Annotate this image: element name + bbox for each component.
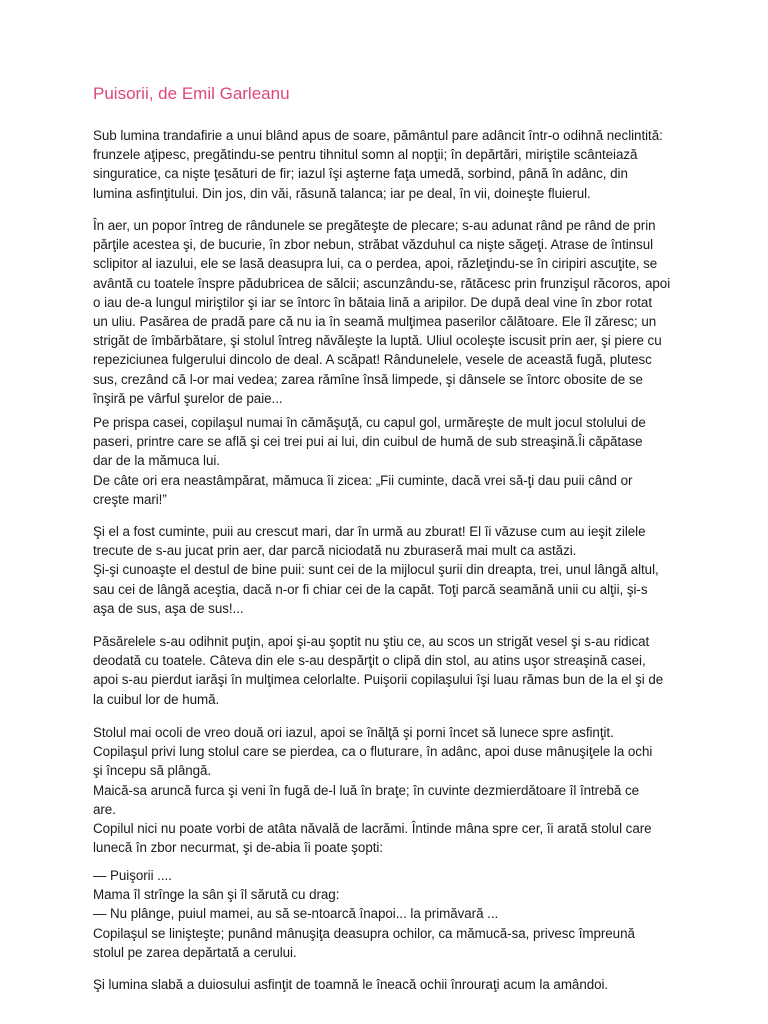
text-line: stolul pe zarea depărtată a cerului. bbox=[93, 944, 297, 960]
text-line: Şi lumina slabă a duiosului asfinţit de toamnă le îneacă ochii înrouraţi acum la amândoi. bbox=[93, 977, 609, 992]
paragraph-4 bbox=[93, 522, 683, 618]
text-line: avântă cu toatele înspre pădubricea de sălcii; ascunzându-se, rătăcesc prin frunzişul răcoros, apoi bbox=[93, 275, 671, 291]
text-line: trecute de s-au jucat prin aer, dar parcă niciodată nu zburaseră mai mult ca astăzi. bbox=[93, 543, 577, 559]
text-line: părţile acestea şi, de bucurie, în zbor nebun, străbat văzduhul ca nişte săgeţi. Atrase de întinsul bbox=[93, 237, 654, 253]
text-line: repeziciunea fulgerului dincolo de deal. A scăpat! Rândunelele, vesele de această fugă, plutesc bbox=[93, 352, 652, 368]
paragraph-7 bbox=[93, 866, 683, 962]
text-line: o iau de-a lungul miriştilor şi iar se întorc în bătaia lină a aripilor. De după deal vine în zbor rotat bbox=[93, 294, 652, 310]
text-line: dar de la mămuca lui. bbox=[93, 453, 220, 469]
paragraph-8 bbox=[93, 975, 683, 994]
text-line: Şi-şi cunoaşte el destul de bine puii: sunt cei de la mijlocul şurii din dreapta, trei, unul lângă altul, bbox=[93, 562, 659, 578]
paragraph-6 bbox=[93, 723, 683, 857]
paragraph-1 bbox=[93, 126, 683, 203]
paragraph-5 bbox=[93, 632, 683, 709]
text-line: În aer, un popor întreg de rândunele se pregăteşte de plecare; s-au adunat rând pe rând de prin bbox=[93, 218, 656, 233]
text-line: creşte mari!” bbox=[93, 491, 167, 507]
text-line: Şi el a fost cuminte, puii au crescut mari, dar în urmă au zburat! El îi văzuse cum au ieşit zilele bbox=[93, 524, 646, 539]
text-line: lumina asfinţitului. Din jos, din văi, răsună talanca; iar pe deal, în vii, doineşte fluierul. bbox=[93, 185, 591, 201]
text-line: Copilaşul se linişteşte; punând mânuşiţa deasupra ochilor, ca mămucă-sa, privesc împreună bbox=[93, 925, 635, 941]
text-line: sau cei de lângă aceştia, dacă n-or fi chiar cei de la capăt. Toţi parcă seamănă unii cu alţii, şi-s bbox=[93, 581, 648, 597]
text-line: Mama îl strînge la sân şi îl sărută cu drag: bbox=[93, 887, 340, 903]
text-line: strigăt de îmbărbătare, şi stolul întreg năvăleşte la luptă. Uliul ocoleşte iscusit prin aer, şi piere cu bbox=[93, 333, 662, 349]
page-title: Puisorii, de Emil Garleanu bbox=[93, 84, 290, 103]
text-line: paseri, printre care se află şi cei trei pui ai lui, din cuibul de humă de sub streaşină.Îi căpătase bbox=[93, 434, 643, 450]
text-line: Sub lumina trandafirie a unui blând apus de soare, pământul pare adâncit într-o odihnă neclintită: bbox=[93, 128, 663, 143]
paragraph-3 bbox=[93, 413, 683, 509]
text-line: la cuibul lor de humă. bbox=[93, 691, 220, 707]
text-line: — Puişorii .... bbox=[93, 868, 172, 883]
text-line: Copilul nici nu poate vorbi de atâta năvală de lacrămi. Întinde mâna spre cer, îi arată stolul care bbox=[93, 821, 652, 837]
text-line: aşa de sus, aşa de sus!... bbox=[93, 600, 244, 616]
text-line: are. bbox=[93, 801, 116, 817]
text-line: sclipitor al iazului, ele se lasă deasupra lui, ca o perdea, apoi, răzleţindu-se în ciripiri ascuţite, se bbox=[93, 256, 658, 272]
text-line: Stolul mai ocoli de vreo două ori iazul, apoi se înălţă şi porni încet să lunece spre asfinţit. bbox=[93, 725, 614, 740]
text-line: Pe prispa casei, copilaşul numai în cămăşuţă, cu capul gol, urmăreşte de mult jocul stolului de bbox=[93, 415, 646, 430]
text-line: De câte ori era neastâmpărat, mămuca îi zicea: „Fii cuminte, dacă vrei să-ţi dau puii când or bbox=[93, 472, 633, 488]
paragraph-2 bbox=[93, 216, 683, 408]
text-line: apoi s-au pierdut iarăşi în mulţimea celorlalte. Puişorii copilaşului îşi luau rămas bun de la el şi de bbox=[93, 672, 664, 688]
text-line: un uliu. Pasărea de pradă pare că nu ia în seamă mulţimea paserilor călătoare. Ele îl zăresc; un bbox=[93, 314, 657, 330]
text-line: înşiră pe vârful şurelor de paie... bbox=[93, 390, 283, 406]
text-line: frunzele aţipesc, pregătindu-se pentru tihnitul somn al nopţii; în depărtări, miriştile scânteiază bbox=[93, 147, 638, 163]
text-line: Maică-sa aruncă furca şi veni în fugă de-l luă în braţe; în cuvinte dezmierdătoare îl întrebă ce bbox=[93, 782, 639, 798]
text-line: lunecă în zbor necurmat, şi de-abia îi poate şopti: bbox=[93, 840, 383, 856]
text-line: singuratice, ca nişte ţesături de fir; iazul îşi aşterne faţa umedă, sorbind, până în adânc, din bbox=[93, 166, 628, 182]
text-line: sus, crezând că l-or mai vedea; zarea rămîne însă limpede, şi dânsele se întorc obosite de se bbox=[93, 371, 643, 387]
text-line: Copilaşul privi lung stolul care se pierdea, ca o fluturare, în adânc, apoi duse mânuşiţele la ochi bbox=[93, 744, 653, 760]
text-line: — Nu plânge, puiul mamei, au să se-ntoarcă înapoi... la primăvară ... bbox=[93, 906, 499, 922]
text-line: Păsărelele s-au odihnit puţin, apoi şi-au şoptit nu ştiu ce, au scos un strigăt vesel şi s-au ridicat bbox=[93, 634, 650, 649]
text-line: şi începu să plângă. bbox=[93, 763, 212, 779]
text-line: deodată cu toatele. Câteva din ele s-au despărţit o clipă din stol, au atins uşor streaşină casei, bbox=[93, 653, 646, 669]
